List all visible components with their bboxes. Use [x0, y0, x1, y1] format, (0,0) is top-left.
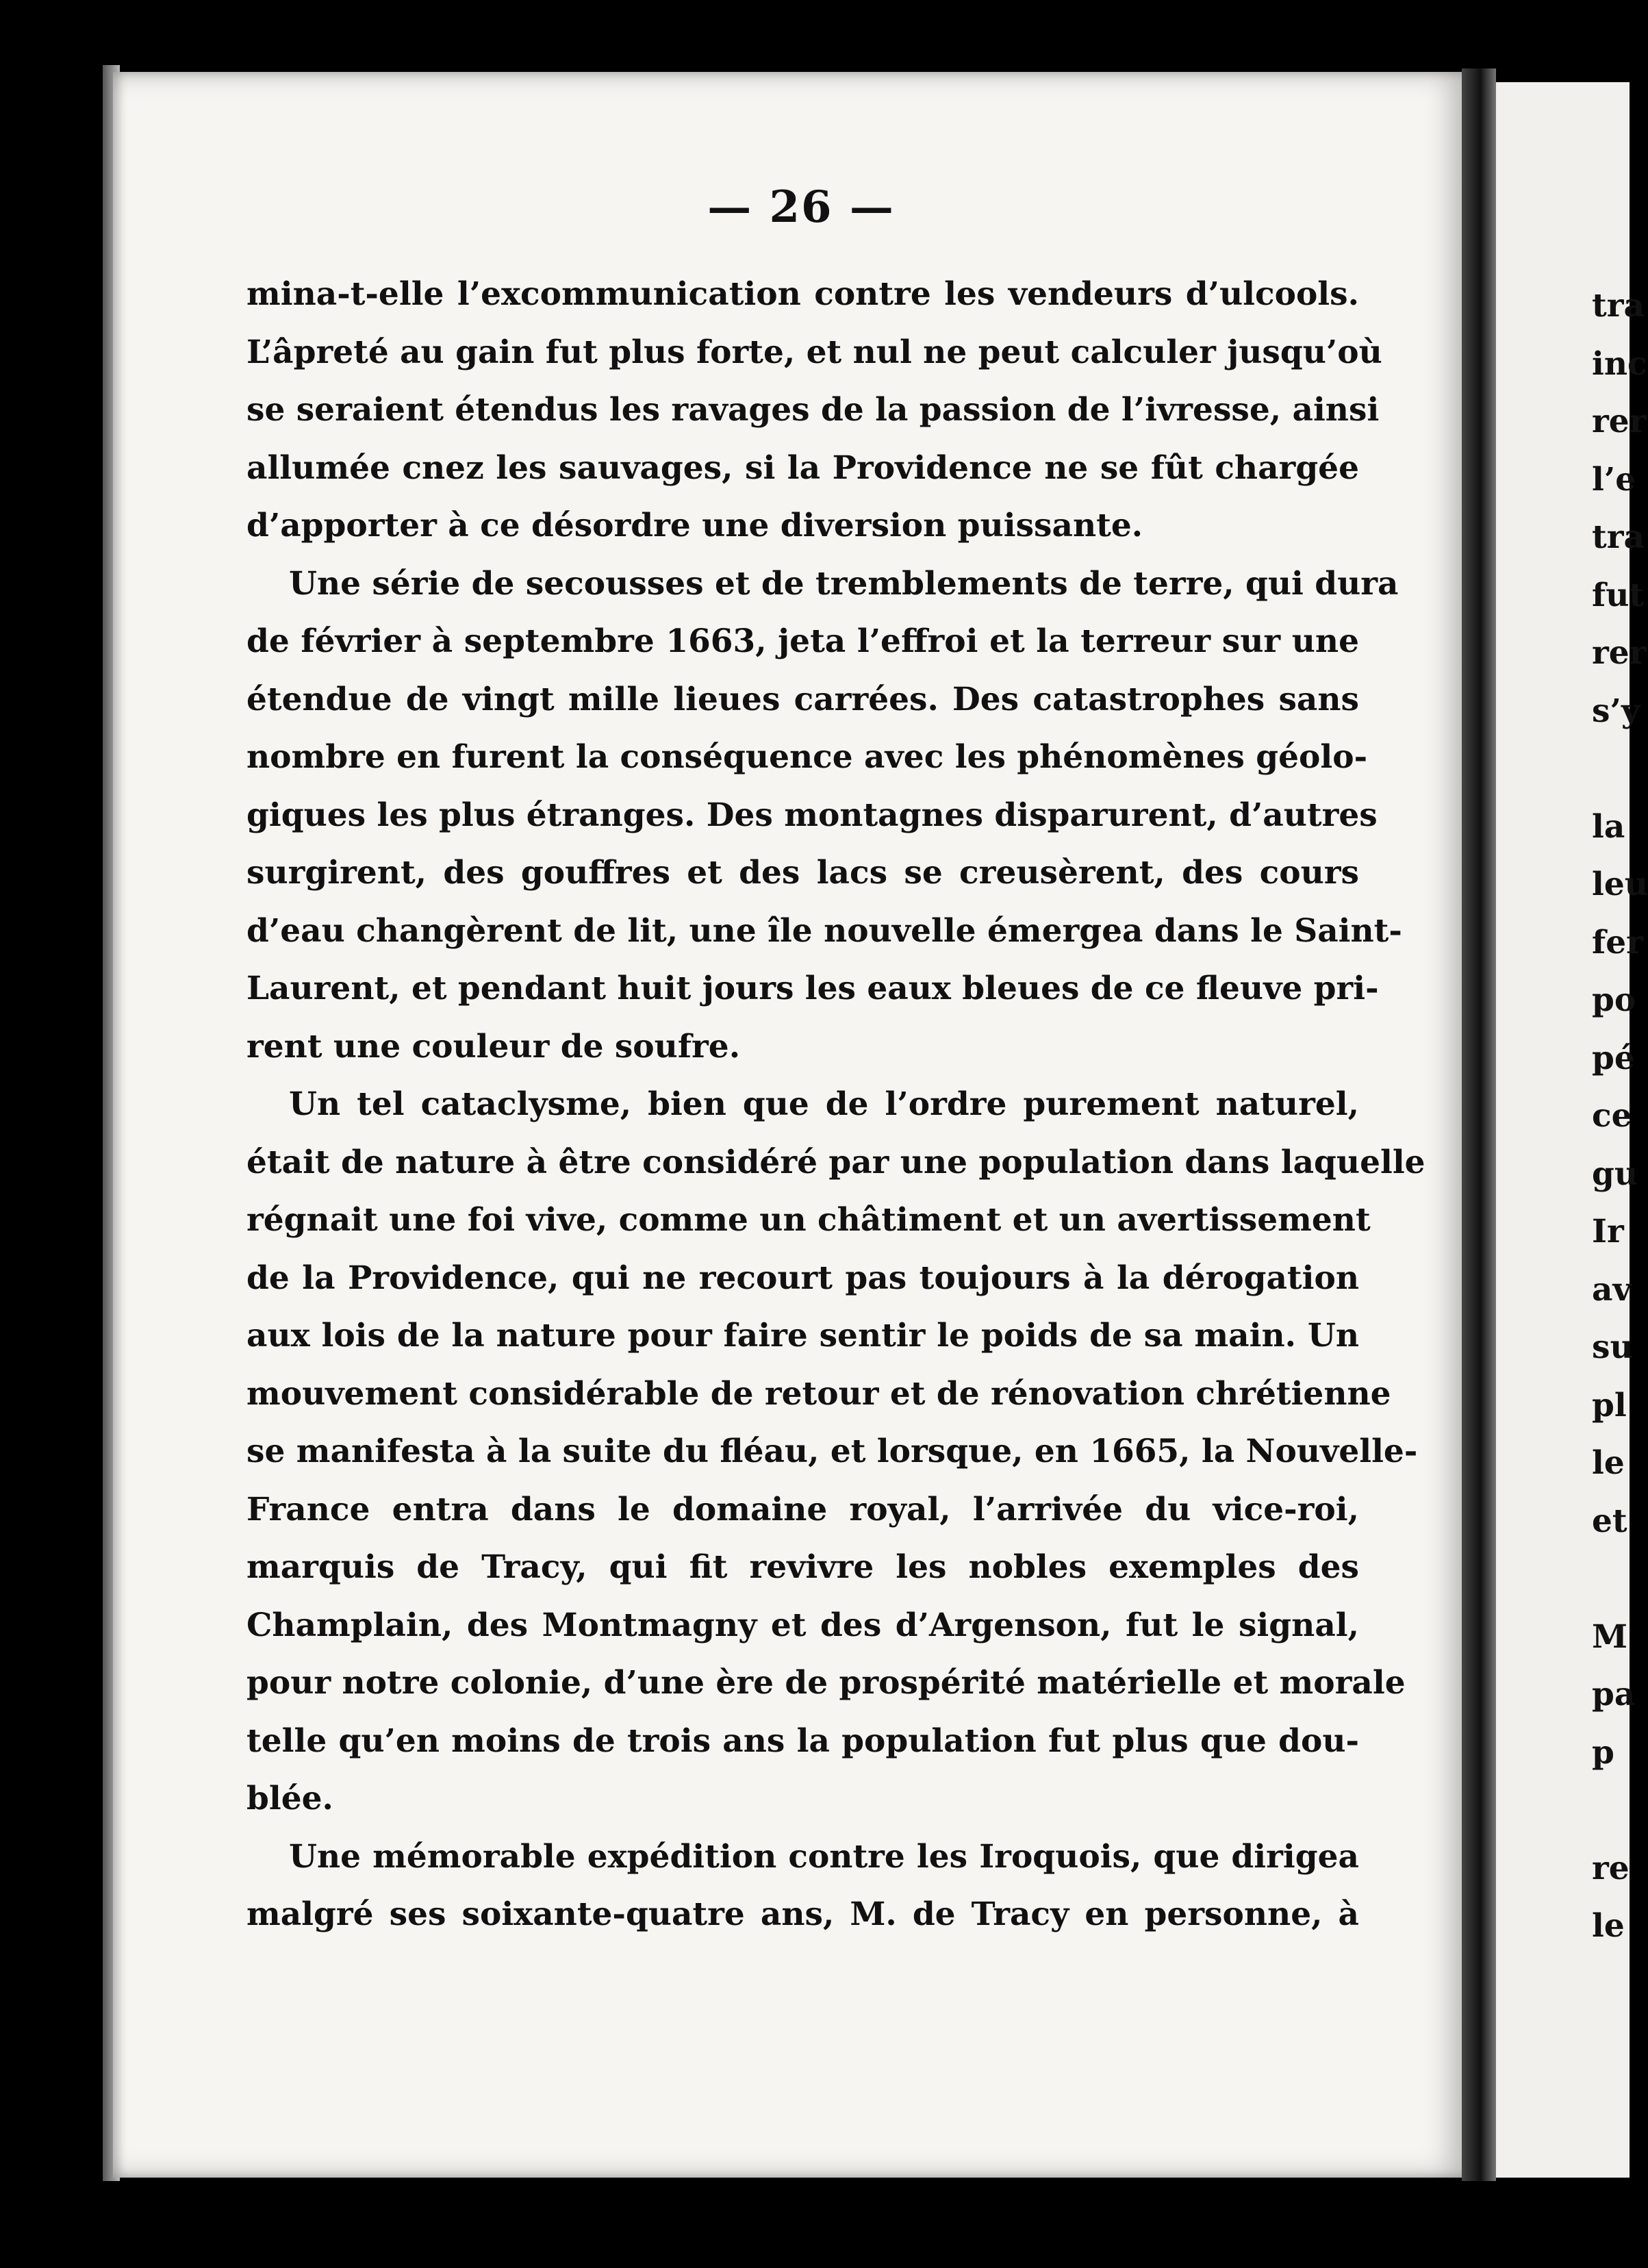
text-line-content: surgirent, des gouffres et des lacs se creusèrent, des cours: [246, 854, 1359, 892]
text-line: [246, 1192, 1371, 1250]
right-page-fragment: p: [1592, 1733, 1614, 1772]
text-line-content: marquis de Tracy, qui fit revivre les nobles exemples des: [246, 1548, 1359, 1586]
text-line-content: Une série de secousses et de tremblements de terre, qui dura: [289, 564, 1399, 603]
text-line-content: étendue de vingt mille lieues carrées. Des catastrophes sans: [246, 680, 1359, 718]
text-line: [246, 1423, 1418, 1481]
text-line: [246, 497, 1359, 555]
text-line: [246, 1597, 1359, 1655]
right-page-fragment: su: [1592, 1328, 1634, 1366]
text-line-content: d’eau changèrent de lit, une île nouvelle émergea dans le Saint-: [246, 911, 1402, 950]
text-line: [246, 440, 1359, 498]
text-line-content: Laurent, et pendant huit jours les eaux bleues de ce fleuve pri-: [246, 970, 1379, 1007]
right-page-fragment: [1592, 1550, 1633, 1609]
right-page-fragment: tra: [1592, 287, 1645, 325]
text-line-content: L’âpreté au gain fut plus forte, et nul ne peut calculer jusqu’où: [246, 333, 1382, 371]
body-text: [246, 266, 1425, 1944]
right-page-fragment: Ir: [1592, 1213, 1624, 1250]
text-line-content: France entra dans le domaine royal, l’arrivée du vice-roi,: [246, 1490, 1359, 1528]
text-line: [246, 960, 1379, 1018]
right-page-text-fragments: [1592, 277, 1648, 1956]
page-number: — 26 —: [707, 181, 895, 233]
text-line: [246, 1307, 1359, 1365]
right-page-fragment: la: [1592, 807, 1625, 846]
text-line: [246, 1018, 1359, 1076]
text-line: [246, 1365, 1391, 1424]
right-page-fragment: rer: [1592, 634, 1647, 672]
right-page-fragment: pé: [1592, 1039, 1635, 1077]
text-line-content: nombre en furent la conséquence avec les phénomènes géolo-: [246, 738, 1368, 776]
right-page-fragment: tra: [1592, 518, 1645, 556]
text-line: [246, 613, 1359, 671]
right-page-fragment: pa: [1592, 1676, 1636, 1713]
text-line: [246, 903, 1402, 961]
text-line-content: mouvement considérable de retour et de rénovation chrétienne: [246, 1374, 1391, 1413]
text-line: [246, 266, 1359, 324]
text-line-content: giques les plus étranges. Des montagnes disparurent, d’autres: [246, 796, 1378, 834]
right-page-fragment: ce: [1592, 1097, 1632, 1135]
text-line-content: Une mémorable expédition contre les Iroquois, que dirigea: [289, 1837, 1359, 1876]
text-line-content: aux lois de la nature pour faire sentir le poids de sa main. Un: [246, 1317, 1359, 1354]
text-line-content: régnait une foi vive, comme un châtiment et un avertissement: [246, 1201, 1371, 1239]
text-line: [246, 1250, 1359, 1308]
right-page-fragment: rer: [1592, 403, 1647, 440]
text-line-content: malgré ses soixante-quatre ans, M. de Tracy en personne, à: [246, 1895, 1359, 1933]
text-line-content: mina-t-elle l’excommunication contre les vendeurs d’ulcools.: [246, 275, 1359, 313]
text-line: [246, 1828, 1359, 1887]
text-line: [246, 1770, 1359, 1828]
right-page-fragment: fer: [1592, 923, 1643, 961]
text-line: [246, 324, 1382, 382]
right-page-fragment: gu: [1592, 1155, 1638, 1193]
right-page-fragment: av: [1592, 1270, 1632, 1309]
text-line: [246, 787, 1378, 845]
right-page-fragment: pl: [1592, 1386, 1627, 1424]
text-line: [246, 1134, 1425, 1192]
text-line-content: d’apporter à ce désordre une diversion puissante.: [246, 507, 1143, 544]
text-line-content: Un tel cataclysme, bien que de l’ordre purement naturel,: [289, 1085, 1359, 1123]
book-gutter: [1462, 68, 1496, 2181]
right-page-fragment: l’e: [1592, 460, 1636, 499]
text-line-content: allumée cnez les sauvages, si la Providence ne se fût chargée: [246, 449, 1359, 487]
right-page-fragment: inc: [1592, 344, 1647, 383]
text-line: [246, 381, 1380, 440]
text-line-content: était de nature à être considéré par une population dans laquelle: [246, 1143, 1425, 1181]
text-line: [246, 1076, 1359, 1134]
right-page-fragment: s’y: [1592, 692, 1640, 730]
text-line: [246, 729, 1368, 787]
right-page-fragment: [1592, 1782, 1633, 1840]
text-line-content: telle qu’en moins de trois ans la population fut plus que dou-: [246, 1722, 1359, 1760]
text-line-content: blée.: [246, 1780, 333, 1817]
right-page-fragment: le: [1592, 1907, 1625, 1945]
text-line-content: de la Providence, qui ne recourt pas toujours à la dérogation: [246, 1259, 1359, 1297]
right-page-fragment: le: [1592, 1444, 1625, 1482]
text-line: [246, 671, 1359, 729]
text-line: [246, 1713, 1359, 1771]
text-line: [246, 1886, 1359, 1944]
text-line: [246, 1654, 1406, 1713]
right-page-fragment: M: [1592, 1617, 1628, 1656]
text-line: [246, 555, 1399, 614]
text-line: [246, 844, 1359, 903]
right-page-fragment: [1592, 740, 1633, 798]
text-line-content: rent une couleur de soufre.: [246, 1027, 741, 1066]
right-page-fragment: po: [1592, 981, 1636, 1019]
text-line-content: se manifesta à la suite du fléau, et lorsque, en 1665, la Nouvelle-: [246, 1433, 1418, 1470]
text-line-content: pour notre colonie, d’une ère de prospérité matérielle et morale: [246, 1664, 1406, 1702]
right-page-fragment: et: [1592, 1502, 1627, 1540]
right-page-fragment: fut: [1592, 576, 1645, 614]
right-page-fragment: leu: [1592, 866, 1648, 903]
text-line: [246, 1539, 1359, 1597]
text-line: [246, 1481, 1359, 1539]
text-line-content: se seraient étendus les ravages de la passion de l’ivresse, ainsi: [246, 391, 1380, 429]
text-line-content: de février à septembre 1663, jeta l’effroi et la terreur sur une: [246, 622, 1359, 660]
right-page-fragment: re: [1592, 1849, 1630, 1887]
text-line-content: Champlain, des Montmagny et des d’Argenson, fut le signal,: [246, 1606, 1359, 1644]
